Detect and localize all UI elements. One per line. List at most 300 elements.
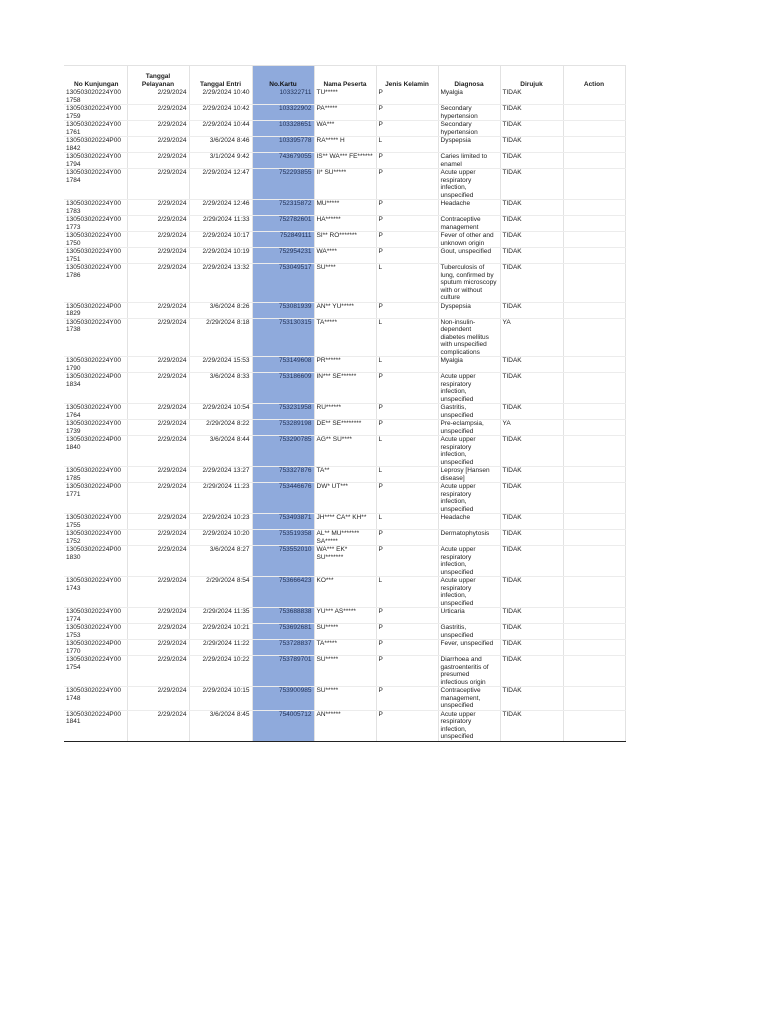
table-row <box>64 530 625 546</box>
table-row <box>64 248 625 264</box>
cell-action <box>563 640 625 656</box>
cell-dirujuk: TIDAK <box>500 710 563 741</box>
cell-nama-peserta: TA***** <box>314 640 376 656</box>
cell-tanggal-pelayanan: 2/29/2024 <box>127 624 189 640</box>
table-row <box>64 373 625 404</box>
cell-jenis-kelamin: L <box>376 264 438 303</box>
cell-dirujuk: TIDAK <box>500 264 563 303</box>
table-row <box>64 687 625 711</box>
cell-tanggal-pelayanan: 2/29/2024 <box>127 710 189 741</box>
cell-nama-peserta: MU***** <box>314 200 376 216</box>
header-diagnosa: Diagnosa <box>438 66 500 90</box>
header-action: Action <box>563 66 625 90</box>
cell-tanggal-entri: 3/6/2024 8:44 <box>189 436 252 467</box>
cell-tanggal-entri: 2/29/2024 15:53 <box>189 357 252 373</box>
cell-jenis-kelamin: P <box>376 302 438 318</box>
cell-tanggal-pelayanan: 2/29/2024 <box>127 608 189 624</box>
cell-nama-peserta: AG** SU**** <box>314 436 376 467</box>
cell-nama-peserta: TU***** <box>314 89 376 105</box>
cell-no-kunjungan: 130503020224Y00 1739 <box>64 420 127 436</box>
cell-dirujuk: TIDAK <box>500 200 563 216</box>
table-row <box>64 420 625 436</box>
visit-table <box>64 65 626 742</box>
cell-tanggal-entri: 2/29/2024 11:35 <box>189 608 252 624</box>
table-row <box>64 200 625 216</box>
cell-action <box>563 404 625 420</box>
cell-no-kartu: 753493871 <box>252 514 314 530</box>
cell-jenis-kelamin: P <box>376 640 438 656</box>
cell-diagnosa: Diarrhoea and gastroenteritis of presumed infectious origin <box>438 656 500 687</box>
cell-no-kartu: 103328651 <box>252 121 314 137</box>
cell-tanggal-pelayanan: 2/29/2024 <box>127 216 189 232</box>
cell-diagnosa: Caries limited to enamel <box>438 153 500 169</box>
table-row <box>64 302 625 318</box>
cell-jenis-kelamin: P <box>376 656 438 687</box>
cell-no-kartu: 743679055 <box>252 153 314 169</box>
cell-no-kunjungan: 130503020224Y00 1752 <box>64 530 127 546</box>
cell-dirujuk: YA <box>500 318 563 357</box>
cell-jenis-kelamin: L <box>376 436 438 467</box>
header-no-kartu: No.Kartu <box>252 66 314 90</box>
cell-no-kartu: 753081939 <box>252 302 314 318</box>
cell-action <box>563 137 625 153</box>
cell-jenis-kelamin: P <box>376 710 438 741</box>
cell-tanggal-entri: 2/29/2024 10:23 <box>189 514 252 530</box>
cell-tanggal-entri: 2/29/2024 13:27 <box>189 467 252 483</box>
cell-nama-peserta: SU***** <box>314 624 376 640</box>
cell-no-kartu: 753149608 <box>252 357 314 373</box>
cell-jenis-kelamin: L <box>376 137 438 153</box>
cell-jenis-kelamin: P <box>376 530 438 546</box>
cell-tanggal-entri: 2/29/2024 10:40 <box>189 89 252 105</box>
table-row <box>64 216 625 232</box>
cell-diagnosa: Fever of other and unknown origin <box>438 232 500 248</box>
cell-diagnosa: Myalgia <box>438 357 500 373</box>
cell-no-kunjungan: 130503020224Y00 1784 <box>64 169 127 200</box>
cell-no-kartu: 753186609 <box>252 373 314 404</box>
cell-action <box>563 264 625 303</box>
cell-tanggal-pelayanan: 2/29/2024 <box>127 89 189 105</box>
cell-no-kartu: 753552010 <box>252 546 314 577</box>
cell-nama-peserta: DE** SE******** <box>314 420 376 436</box>
table-row <box>64 546 625 577</box>
cell-no-kartu: 752849111 <box>252 232 314 248</box>
cell-tanggal-pelayanan: 2/29/2024 <box>127 137 189 153</box>
cell-no-kartu: 103322902 <box>252 105 314 121</box>
cell-action <box>563 153 625 169</box>
cell-jenis-kelamin: P <box>376 216 438 232</box>
cell-action <box>563 357 625 373</box>
cell-dirujuk: TIDAK <box>500 656 563 687</box>
cell-no-kunjungan: 130503020224Y00 1755 <box>64 514 127 530</box>
cell-nama-peserta: PR****** <box>314 357 376 373</box>
cell-dirujuk: TIDAK <box>500 153 563 169</box>
cell-diagnosa: Gout, unspecified <box>438 248 500 264</box>
cell-dirujuk: TIDAK <box>500 248 563 264</box>
cell-no-kunjungan: 130503020224Y00 1759 <box>64 105 127 121</box>
cell-no-kunjungan: 130503020224Y00 1748 <box>64 687 127 711</box>
header-no-kunjungan: No Kunjungan <box>64 66 127 90</box>
cell-nama-peserta: RU****** <box>314 404 376 420</box>
cell-dirujuk: TIDAK <box>500 137 563 153</box>
cell-tanggal-entri: 2/29/2024 10:22 <box>189 656 252 687</box>
cell-diagnosa: Non-insulin-dependent diabetes mellitus with unspecified complications <box>438 318 500 357</box>
table-row <box>64 640 625 656</box>
table-row <box>64 483 625 514</box>
cell-jenis-kelamin: P <box>376 121 438 137</box>
cell-tanggal-entri: 2/29/2024 10:21 <box>189 624 252 640</box>
cell-action <box>563 373 625 404</box>
cell-dirujuk: TIDAK <box>500 577 563 608</box>
cell-diagnosa: Acute upper respiratory infection, unspecified <box>438 710 500 741</box>
cell-diagnosa: Acute upper respiratory infection, unspecified <box>438 577 500 608</box>
cell-tanggal-entri: 3/6/2024 8:27 <box>189 546 252 577</box>
cell-action <box>563 530 625 546</box>
cell-tanggal-pelayanan: 2/29/2024 <box>127 530 189 546</box>
cell-tanggal-pelayanan: 2/29/2024 <box>127 200 189 216</box>
cell-no-kartu: 752782601 <box>252 216 314 232</box>
cell-no-kartu: 753130315 <box>252 318 314 357</box>
cell-diagnosa: Fever, unspecified <box>438 640 500 656</box>
cell-nama-peserta: TA***** <box>314 318 376 357</box>
cell-diagnosa: Gastritis, unspecified <box>438 404 500 420</box>
cell-no-kunjungan: 130503020224Y00 1753 <box>64 624 127 640</box>
cell-diagnosa: Gastritis, unspecified <box>438 624 500 640</box>
cell-jenis-kelamin: P <box>376 420 438 436</box>
table-row <box>64 121 625 137</box>
table-row <box>64 318 625 357</box>
cell-tanggal-pelayanan: 2/29/2024 <box>127 169 189 200</box>
cell-tanggal-pelayanan: 2/29/2024 <box>127 483 189 514</box>
cell-no-kartu: 753688838 <box>252 608 314 624</box>
table-row <box>64 264 625 303</box>
cell-tanggal-pelayanan: 2/29/2024 <box>127 640 189 656</box>
cell-jenis-kelamin: P <box>376 404 438 420</box>
cell-no-kunjungan: 130503020224Y00 1738 <box>64 318 127 357</box>
cell-action <box>563 608 625 624</box>
cell-tanggal-pelayanan: 2/29/2024 <box>127 467 189 483</box>
cell-tanggal-entri: 2/29/2024 10:44 <box>189 121 252 137</box>
cell-no-kunjungan: 130503020224Y00 1790 <box>64 357 127 373</box>
cell-diagnosa: Headache <box>438 514 500 530</box>
cell-no-kartu: 753728837 <box>252 640 314 656</box>
table-row <box>64 153 625 169</box>
cell-tanggal-entri: 3/6/2024 8:33 <box>189 373 252 404</box>
header-nama-peserta: Nama Peserta <box>314 66 376 90</box>
table-row <box>64 404 625 420</box>
cell-dirujuk: TIDAK <box>500 357 563 373</box>
cell-tanggal-pelayanan: 2/29/2024 <box>127 357 189 373</box>
cell-action <box>563 467 625 483</box>
cell-tanggal-entri: 2/29/2024 10:42 <box>189 105 252 121</box>
cell-tanggal-entri: 2/29/2024 10:19 <box>189 248 252 264</box>
cell-dirujuk: TIDAK <box>500 105 563 121</box>
table-row <box>64 467 625 483</box>
cell-jenis-kelamin: P <box>376 232 438 248</box>
table-row <box>64 514 625 530</box>
cell-no-kartu: 754005712 <box>252 710 314 741</box>
cell-tanggal-pelayanan: 2/29/2024 <box>127 232 189 248</box>
cell-jenis-kelamin: L <box>376 467 438 483</box>
cell-diagnosa: Acute upper respiratory infection, unspecified <box>438 169 500 200</box>
cell-no-kartu: 103322711 <box>252 89 314 105</box>
cell-jenis-kelamin: P <box>376 483 438 514</box>
cell-action <box>563 232 625 248</box>
cell-action <box>563 687 625 711</box>
cell-nama-peserta: IN*** SE****** <box>314 373 376 404</box>
cell-tanggal-entri: 2/29/2024 8:18 <box>189 318 252 357</box>
cell-no-kunjungan: 130503020224Y00 1785 <box>64 467 127 483</box>
cell-diagnosa: Secondary hypertension <box>438 105 500 121</box>
cell-no-kartu: 753327876 <box>252 467 314 483</box>
table-row <box>64 357 625 373</box>
cell-dirujuk: TIDAK <box>500 514 563 530</box>
cell-jenis-kelamin: P <box>376 169 438 200</box>
cell-nama-peserta: DW* UT*** <box>314 483 376 514</box>
cell-tanggal-pelayanan: 2/29/2024 <box>127 318 189 357</box>
cell-tanggal-entri: 3/1/2024 9:42 <box>189 153 252 169</box>
cell-jenis-kelamin: P <box>376 89 438 105</box>
cell-action <box>563 436 625 467</box>
cell-nama-peserta: SU***** <box>314 687 376 711</box>
cell-no-kartu: 753446676 <box>252 483 314 514</box>
table-row <box>64 137 625 153</box>
cell-tanggal-pelayanan: 2/29/2024 <box>127 404 189 420</box>
cell-nama-peserta: TA** <box>314 467 376 483</box>
table-row <box>64 710 625 741</box>
cell-no-kartu: 753231958 <box>252 404 314 420</box>
cell-action <box>563 121 625 137</box>
cell-jenis-kelamin: P <box>376 373 438 404</box>
cell-diagnosa: Myalgia <box>438 89 500 105</box>
cell-no-kunjungan: 130503020224Y00 1794 <box>64 153 127 169</box>
table-row <box>64 436 625 467</box>
cell-dirujuk: TIDAK <box>500 687 563 711</box>
cell-nama-peserta: PA***** <box>314 105 376 121</box>
cell-action <box>563 710 625 741</box>
header-row <box>64 66 625 90</box>
header-tanggal-entri: Tanggal Entri <box>189 66 252 90</box>
visit-table-sheet <box>64 65 625 742</box>
cell-no-kunjungan: 130503020224P00 1829 <box>64 302 127 318</box>
cell-no-kartu: 752315872 <box>252 200 314 216</box>
cell-nama-peserta: SI** RO******* <box>314 232 376 248</box>
cell-dirujuk: TIDAK <box>500 624 563 640</box>
cell-nama-peserta: WA*** EK* SU******* <box>314 546 376 577</box>
cell-tanggal-entri: 2/29/2024 10:54 <box>189 404 252 420</box>
cell-action <box>563 514 625 530</box>
cell-no-kunjungan: 130503020224Y00 1750 <box>64 232 127 248</box>
cell-nama-peserta: SU**** <box>314 264 376 303</box>
cell-tanggal-pelayanan: 2/29/2024 <box>127 420 189 436</box>
cell-no-kartu: 753290785 <box>252 436 314 467</box>
cell-no-kartu: 753900985 <box>252 687 314 711</box>
cell-no-kunjungan: 130503020224Y00 1761 <box>64 121 127 137</box>
cell-nama-peserta: YU*** AS***** <box>314 608 376 624</box>
cell-diagnosa: Secondary hypertension <box>438 121 500 137</box>
table-row <box>64 169 625 200</box>
cell-jenis-kelamin: L <box>376 357 438 373</box>
cell-jenis-kelamin: L <box>376 577 438 608</box>
cell-tanggal-entri: 3/6/2024 8:46 <box>189 137 252 153</box>
cell-dirujuk: TIDAK <box>500 436 563 467</box>
cell-no-kunjungan: 130503020224Y00 1783 <box>64 200 127 216</box>
cell-no-kunjungan: 130503020224Y00 1774 <box>64 608 127 624</box>
cell-no-kunjungan: 130503020224Y00 1758 <box>64 89 127 105</box>
table-row <box>64 624 625 640</box>
cell-tanggal-pelayanan: 2/29/2024 <box>127 687 189 711</box>
cell-jenis-kelamin: P <box>376 687 438 711</box>
cell-tanggal-pelayanan: 2/29/2024 <box>127 514 189 530</box>
cell-no-kunjungan: 130503020224P00 1830 <box>64 546 127 577</box>
cell-action <box>563 656 625 687</box>
cell-dirujuk: TIDAK <box>500 232 563 248</box>
cell-action <box>563 577 625 608</box>
cell-diagnosa: Contraceptive management, unspecified <box>438 687 500 711</box>
cell-dirujuk: TIDAK <box>500 89 563 105</box>
cell-no-kunjungan: 130503020224Y00 1751 <box>64 248 127 264</box>
cell-nama-peserta: IS** WA*** FE****** <box>314 153 376 169</box>
cell-dirujuk: TIDAK <box>500 404 563 420</box>
cell-dirujuk: TIDAK <box>500 483 563 514</box>
cell-action <box>563 483 625 514</box>
cell-diagnosa: Acute upper respiratory infection, unspecified <box>438 483 500 514</box>
cell-nama-peserta: JH**** CA** KH** <box>314 514 376 530</box>
cell-nama-peserta: WA*** <box>314 121 376 137</box>
cell-tanggal-pelayanan: 2/29/2024 <box>127 656 189 687</box>
cell-action <box>563 624 625 640</box>
cell-jenis-kelamin: L <box>376 514 438 530</box>
cell-dirujuk: TIDAK <box>500 216 563 232</box>
cell-dirujuk: TIDAK <box>500 640 563 656</box>
cell-jenis-kelamin: P <box>376 200 438 216</box>
cell-no-kunjungan: 130503020224P00 1771 <box>64 483 127 514</box>
cell-tanggal-entri: 2/29/2024 8:22 <box>189 420 252 436</box>
cell-tanggal-pelayanan: 2/29/2024 <box>127 436 189 467</box>
cell-tanggal-pelayanan: 2/29/2024 <box>127 121 189 137</box>
cell-no-kartu: 103395778 <box>252 137 314 153</box>
cell-diagnosa: Dermatophytosis <box>438 530 500 546</box>
cell-diagnosa: Headache <box>438 200 500 216</box>
cell-dirujuk: TIDAK <box>500 546 563 577</box>
cell-action <box>563 248 625 264</box>
cell-no-kartu: 753049517 <box>252 264 314 303</box>
cell-tanggal-entri: 2/29/2024 11:33 <box>189 216 252 232</box>
cell-diagnosa: Dyspepsia <box>438 137 500 153</box>
cell-no-kunjungan: 130503020224P00 1840 <box>64 436 127 467</box>
cell-diagnosa: Acute upper respiratory infection, unspecified <box>438 436 500 467</box>
cell-dirujuk: TIDAK <box>500 373 563 404</box>
table-row <box>64 89 625 105</box>
cell-dirujuk: TIDAK <box>500 608 563 624</box>
cell-tanggal-entri: 3/6/2024 8:26 <box>189 302 252 318</box>
cell-action <box>563 105 625 121</box>
cell-no-kunjungan: 130503020224Y00 1764 <box>64 404 127 420</box>
cell-action <box>563 546 625 577</box>
cell-action <box>563 169 625 200</box>
cell-action <box>563 302 625 318</box>
cell-nama-peserta: II* SU***** <box>314 169 376 200</box>
cell-nama-peserta: AN** YU***** <box>314 302 376 318</box>
cell-tanggal-pelayanan: 2/29/2024 <box>127 248 189 264</box>
cell-tanggal-entri: 2/29/2024 11:22 <box>189 640 252 656</box>
cell-no-kunjungan: 130503020224P00 1842 <box>64 137 127 153</box>
cell-nama-peserta: SU***** <box>314 656 376 687</box>
cell-diagnosa: Urticaria <box>438 608 500 624</box>
cell-dirujuk: TIDAK <box>500 467 563 483</box>
cell-action <box>563 318 625 357</box>
table-row <box>64 105 625 121</box>
cell-no-kunjungan: 130503020224P00 1841 <box>64 710 127 741</box>
header-tanggal-pelayanan: Tanggal Pelayanan <box>127 66 189 90</box>
cell-jenis-kelamin: L <box>376 318 438 357</box>
cell-tanggal-pelayanan: 2/29/2024 <box>127 373 189 404</box>
cell-no-kunjungan: 130503020224Y00 1773 <box>64 216 127 232</box>
cell-no-kartu: 753519358 <box>252 530 314 546</box>
cell-tanggal-entri: 2/29/2024 12:46 <box>189 200 252 216</box>
cell-no-kunjungan: 130503020224Y00 1786 <box>64 264 127 303</box>
table-row <box>64 656 625 687</box>
cell-no-kartu: 753692681 <box>252 624 314 640</box>
cell-dirujuk: YA <box>500 420 563 436</box>
cell-jenis-kelamin: P <box>376 608 438 624</box>
cell-jenis-kelamin: P <box>376 624 438 640</box>
cell-diagnosa: Contraceptive management <box>438 216 500 232</box>
cell-tanggal-pelayanan: 2/29/2024 <box>127 264 189 303</box>
cell-nama-peserta: AL** MU******* SA***** <box>314 530 376 546</box>
cell-diagnosa: Acute upper respiratory infection, unspecified <box>438 373 500 404</box>
cell-no-kartu: 753666423 <box>252 577 314 608</box>
cell-tanggal-pelayanan: 2/29/2024 <box>127 302 189 318</box>
table-row <box>64 577 625 608</box>
cell-tanggal-entri: 2/29/2024 12:47 <box>189 169 252 200</box>
cell-no-kartu: 753789701 <box>252 656 314 687</box>
cell-diagnosa: Leprosy [Hansen disease] <box>438 467 500 483</box>
cell-diagnosa: Acute upper respiratory infection, unspecified <box>438 546 500 577</box>
cell-tanggal-entri: 3/6/2024 8:45 <box>189 710 252 741</box>
cell-tanggal-entri: 2/29/2024 11:23 <box>189 483 252 514</box>
header-dirujuk: Dirujuk <box>500 66 563 90</box>
cell-jenis-kelamin: P <box>376 546 438 577</box>
cell-tanggal-entri: 2/29/2024 10:20 <box>189 530 252 546</box>
cell-tanggal-pelayanan: 2/29/2024 <box>127 577 189 608</box>
cell-diagnosa: Dyspepsia <box>438 302 500 318</box>
cell-nama-peserta: WA**** <box>314 248 376 264</box>
cell-nama-peserta: AN****** <box>314 710 376 741</box>
cell-tanggal-pelayanan: 2/29/2024 <box>127 546 189 577</box>
cell-jenis-kelamin: P <box>376 105 438 121</box>
cell-tanggal-entri: 2/29/2024 10:15 <box>189 687 252 711</box>
cell-diagnosa: Tuberculosis of lung, confirmed by sputum microscopy with or without culture <box>438 264 500 303</box>
cell-action <box>563 89 625 105</box>
cell-dirujuk: TIDAK <box>500 302 563 318</box>
cell-action <box>563 200 625 216</box>
cell-no-kartu: 752293855 <box>252 169 314 200</box>
cell-no-kartu: 752954231 <box>252 248 314 264</box>
table-row <box>64 232 625 248</box>
cell-nama-peserta: RA***** H <box>314 137 376 153</box>
cell-dirujuk: TIDAK <box>500 530 563 546</box>
cell-diagnosa: Pre-eclampsia, unspecified <box>438 420 500 436</box>
cell-no-kunjungan: 130503020224Y00 1754 <box>64 656 127 687</box>
cell-no-kartu: 753289198 <box>252 420 314 436</box>
cell-tanggal-entri: 2/29/2024 10:17 <box>189 232 252 248</box>
cell-jenis-kelamin: P <box>376 248 438 264</box>
cell-action <box>563 216 625 232</box>
cell-tanggal-pelayanan: 2/29/2024 <box>127 153 189 169</box>
table-row <box>64 608 625 624</box>
cell-tanggal-entri: 2/29/2024 13:32 <box>189 264 252 303</box>
